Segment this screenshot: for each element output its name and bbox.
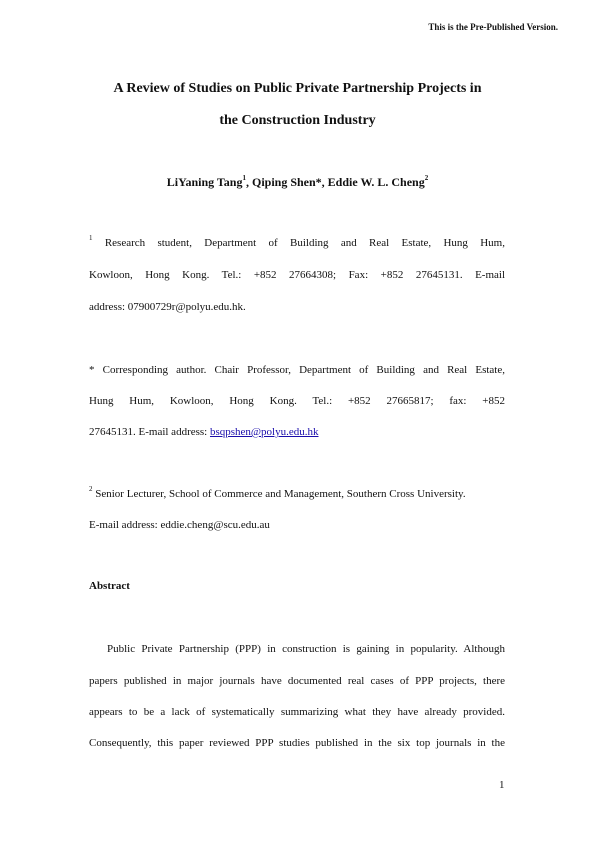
corresponding-line-2: Hung Hum, Kowloon, Hong Kong. Tel.: +852 27665817; fax: +852 bbox=[89, 395, 505, 407]
abstract-heading: Abstract bbox=[89, 580, 130, 592]
abstract-line-3: appears to be a lack of systematically summarizing what they have already provided. bbox=[89, 706, 505, 718]
paper-title-line-1: A Review of Studies on Public Private Partnership Projects in bbox=[113, 81, 482, 96]
paper-title-line-2: the Construction Industry bbox=[219, 113, 376, 128]
corresponding-line-1: * Corresponding author. Chair Professor, Department of Building and Real Estate, bbox=[89, 364, 505, 376]
page-number: 1 bbox=[499, 779, 505, 791]
author-2-3: , Qiping Shen*, Eddie W. L. Cheng bbox=[245, 175, 425, 189]
pre-published-note: This is the Pre-Published Version. bbox=[428, 22, 558, 32]
author-3-affil-mark: 2 bbox=[424, 174, 429, 182]
author-list bbox=[0, 175, 595, 190]
affiliation-2-mark: 2 bbox=[89, 485, 93, 493]
corresponding-line-3 bbox=[89, 426, 319, 438]
affiliation-1-line-3: address: 07900729r@polyu.edu.hk. bbox=[89, 301, 246, 313]
affiliation-1-line-1 bbox=[89, 234, 505, 249]
corresponding-email-prefix: 27645131. E-mail address: bbox=[89, 426, 210, 438]
affiliation-1-line-2: Kowloon, Hong Kong. Tel.: +852 27664308; Fax: +852 27645131. E-mail bbox=[89, 269, 505, 281]
affiliation-2-text: Senior Lecturer, School of Commerce and Management, Southern Cross University. bbox=[92, 488, 466, 500]
abstract-line-1: Public Private Partnership (PPP) in construction is gaining in popularity. Although bbox=[107, 643, 505, 655]
affiliation-2-line-2: E-mail address: eddie.cheng@scu.edu.au bbox=[89, 519, 270, 531]
corresponding-email-link[interactable]: bsqpshen@polyu.edu.hk bbox=[209, 426, 319, 438]
abstract-line-4: Consequently, this paper reviewed PPP studies published in the six top journals in the bbox=[89, 737, 505, 749]
affiliation-2-line-1 bbox=[89, 485, 466, 500]
abstract-line-2: papers published in major journals have documented real cases of PPP projects, there bbox=[89, 675, 505, 687]
author-1: LiYaning Tang bbox=[166, 175, 243, 189]
author-1-affil-mark: 1 bbox=[242, 174, 246, 182]
affiliation-1-mark: 1 bbox=[89, 234, 93, 242]
affiliation-1-text: Research student, Department of Building and Real Estate, Hung Hum, bbox=[92, 237, 505, 249]
